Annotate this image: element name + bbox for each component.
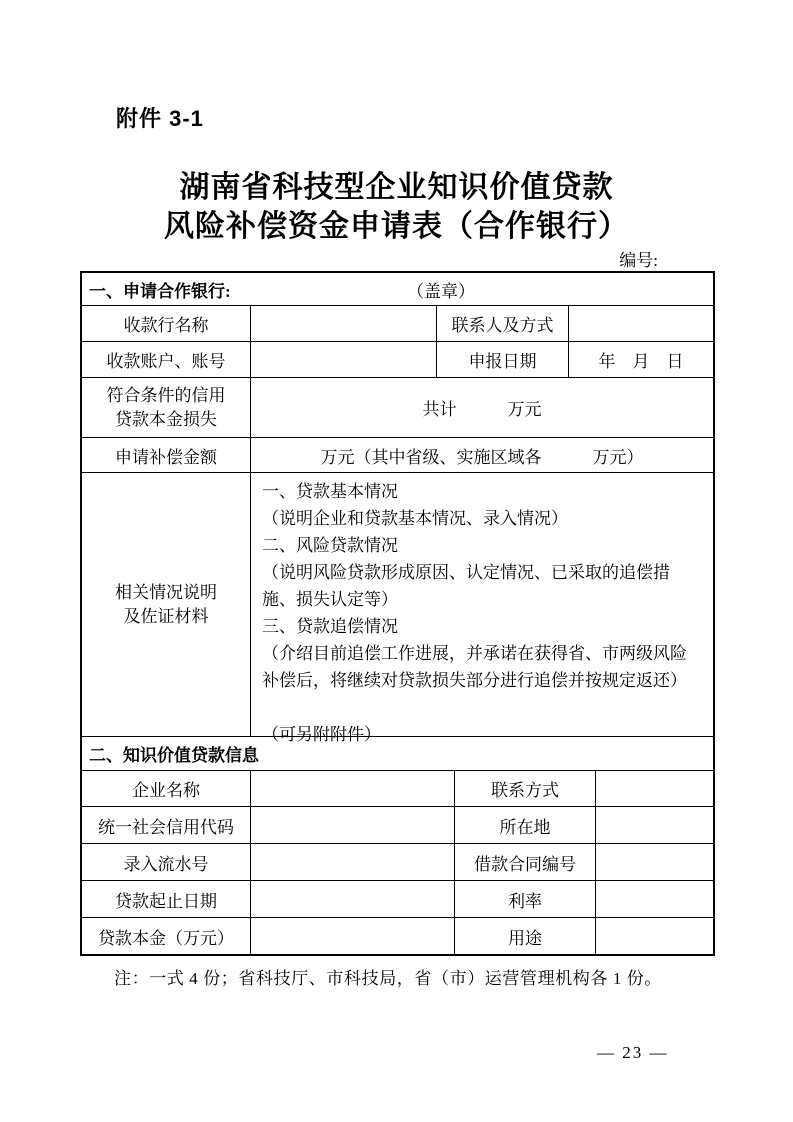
materials-line-7: （可另附附件） xyxy=(262,725,381,744)
loss-label-line-1: 符合条件的信用 xyxy=(106,385,226,405)
contact-value-cell xyxy=(568,306,713,341)
interest-rate-label: 利率 xyxy=(454,881,595,917)
materials-label-line-2: 及佐证材料 xyxy=(123,606,209,626)
account-value-cell xyxy=(250,342,436,377)
serial-number-row xyxy=(82,843,713,880)
purpose-value-cell xyxy=(595,918,713,954)
materials-line-2: （说明企业和贷款基本情况、录入情况） xyxy=(262,509,568,528)
loan-dates-label: 贷款起止日期 xyxy=(115,891,217,911)
loan-contract-value-cell xyxy=(595,844,713,880)
materials-line-3: 二、风险贷款情况 xyxy=(262,536,398,555)
compensation-row xyxy=(82,437,713,472)
page-title xyxy=(0,168,793,246)
enterprise-name-value-cell xyxy=(250,771,454,806)
title-line-1: 湖南省科技型企业知识价值贷款 xyxy=(179,171,614,204)
purpose-label: 用途 xyxy=(454,918,595,954)
materials-line-1: 一、贷款基本情况 xyxy=(262,482,398,501)
contact-method-value-cell xyxy=(595,771,713,806)
serial-number-label: 录入流水号 xyxy=(123,854,209,874)
form-number-label: 编号: xyxy=(619,251,658,270)
loss-label-line-2: 贷款本金损失 xyxy=(115,409,217,429)
materials-label-line-1: 相关情况说明 xyxy=(115,582,217,602)
account-label: 收款账户、账号 xyxy=(106,352,226,371)
account-row xyxy=(82,341,713,377)
attachment-label: 附件 3-1 xyxy=(116,106,204,131)
section2-header: 二、知识价值贷款信息 xyxy=(89,746,259,765)
materials-content xyxy=(250,473,713,744)
materials-label xyxy=(82,473,250,736)
loan-dates-row xyxy=(82,880,713,917)
loan-principal-row xyxy=(82,917,713,954)
serial-number-value-cell xyxy=(250,844,454,880)
credit-code-label: 统一社会信用代码 xyxy=(98,817,234,837)
materials-line-4: （说明风险贷款形成原因、认定情况、已采取的追偿措施、损失认定等） xyxy=(262,563,670,609)
apply-date-value: 年 月 日 xyxy=(568,342,713,377)
loan-principal-value-cell xyxy=(250,918,454,954)
loan-principal-label: 贷款本金（万元） xyxy=(98,928,234,948)
enterprise-name-row xyxy=(82,770,713,806)
materials-line-5: 三、贷款追偿情况 xyxy=(262,617,398,636)
credit-code-value-cell xyxy=(250,807,454,843)
loss-value: 共计 万元 xyxy=(250,378,713,437)
credit-code-row xyxy=(82,806,713,843)
contact-label: 联系人及方式 xyxy=(436,306,568,341)
title-line-2: 风险补偿资金申请表（合作银行） xyxy=(164,210,629,243)
receiving-bank-label: 收款行名称 xyxy=(123,316,209,335)
receiving-bank-value-cell xyxy=(250,306,436,341)
footer-note: 注：一式 4 份；省科技厅、市科技局，省（市）运营管理机构各 1 份。 xyxy=(114,969,662,988)
materials-line-6: （介绍目前追偿工作进展，并承诺在获得省、市两级风险补偿后，将继续对贷款损失部分进行追偿并按规定返还） xyxy=(262,644,687,690)
section1-header-row xyxy=(82,273,713,305)
contact-method-label: 联系方式 xyxy=(454,771,595,806)
location-value-cell xyxy=(595,807,713,843)
interest-rate-value-cell xyxy=(595,881,713,917)
location-label: 所在地 xyxy=(454,807,595,843)
page-number: — 23 — xyxy=(597,1043,669,1062)
materials-row xyxy=(82,472,713,744)
application-form-table xyxy=(80,271,715,956)
enterprise-name-label: 企业名称 xyxy=(132,781,200,800)
loan-dates-value-cell xyxy=(250,881,454,917)
seal-label: （盖章） xyxy=(407,281,475,301)
compensation-value: 万元（其中省级、实施区域各 万元） xyxy=(250,438,713,472)
loss-row xyxy=(82,377,713,437)
compensation-label: 申请补偿金额 xyxy=(115,447,217,467)
section1-header: 一、申请合作银行: xyxy=(89,281,231,301)
apply-date-label: 申报日期 xyxy=(436,342,568,377)
loss-label xyxy=(82,378,250,437)
receiving-bank-row xyxy=(82,305,713,341)
loan-contract-label: 借款合同编号 xyxy=(454,844,595,880)
